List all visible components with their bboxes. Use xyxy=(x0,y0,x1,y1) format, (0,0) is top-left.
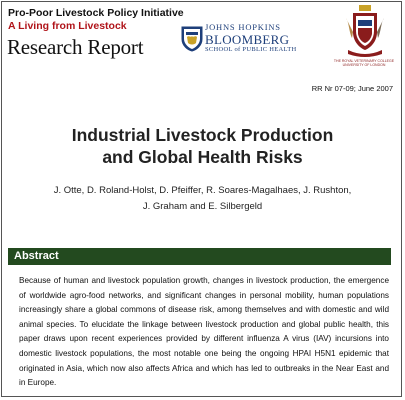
author-list xyxy=(0,183,405,215)
rvc-logo-text xyxy=(328,60,400,68)
authors-line2: J. Graham and E. Silbergeld xyxy=(142,201,263,212)
paper-title-line1: Industrial Livestock Production xyxy=(71,125,334,145)
rvc-line2: UNIVERSITY OF LONDON xyxy=(342,62,386,67)
johns-hopkins-logo xyxy=(205,23,296,53)
paper-title xyxy=(0,124,405,168)
jh-brand: BLOOMBERG xyxy=(205,31,290,47)
jh-name: JOHNS HOPKINS xyxy=(205,22,281,32)
rvc-line1: THE ROYAL VETERINARY COLLEGE xyxy=(333,59,395,63)
paper-title-line2: and Global Health Risks xyxy=(102,147,303,167)
crest-icon xyxy=(344,4,386,58)
shield-icon xyxy=(181,26,203,52)
abstract-heading: Abstract xyxy=(14,250,59,262)
abstract-text: Because of human and livestock population growth, changes in livestock production, the emergence of worldwide agro-food networks, and significant changes in personal mobility, human populations increasingly share a global commons of disease risk, among themselves and with domestic and wild animal species. To elucidate the linkage between livestock production and global public health, this paper draws upon recent experiences provided by different influenza A virus (IAV) incursions into domestic livestock populations, the most notable one being the ongoing HPAI H5N1 epidemic that originated in Asia, which now also affects Africa and which has led to outbreaks in the Near East and in Europe. xyxy=(19,276,389,388)
tagline: A Living from Livestock xyxy=(8,20,127,32)
authors-line1: J. Otte, D. Roland-Holst, D. Pfeiffer, R. Soares-Magalhaes, J. Rushton, xyxy=(53,185,352,196)
report-number: RR Nr 07-09; June 2007 xyxy=(311,84,393,93)
jh-school: SCHOOL of PUBLIC HEALTH xyxy=(205,45,297,53)
initiative-name: Pro-Poor Livestock Policy Initiative xyxy=(8,7,184,19)
abstract-header-bar xyxy=(8,248,391,265)
report-type-title: Research Report xyxy=(7,35,144,59)
